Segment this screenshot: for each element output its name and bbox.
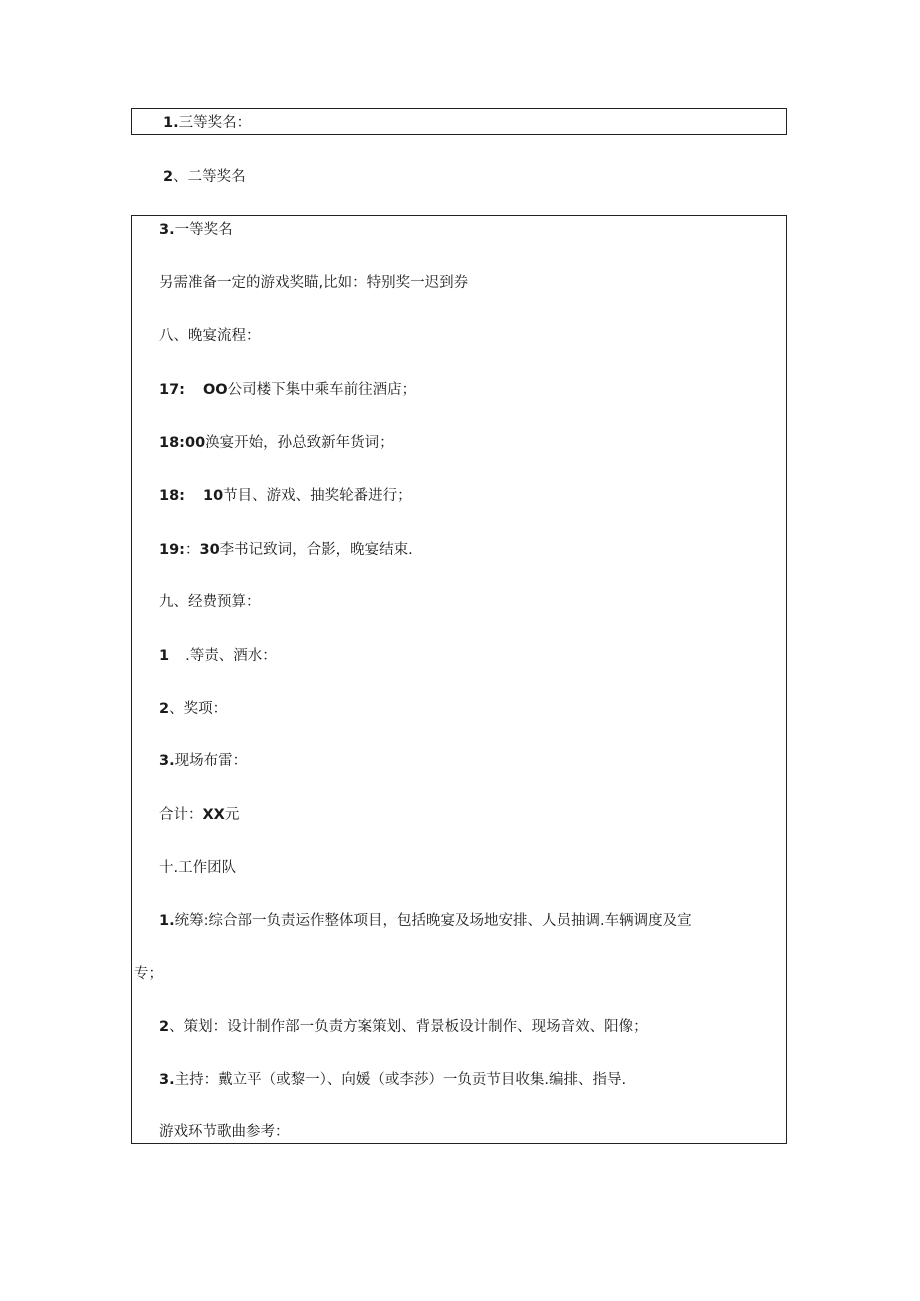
team-1-text: 统筹:综合部一负责运作整体项目，包括晚宴及场地安排、人员抽调.车辆调度及宣 <box>174 913 692 929</box>
budget-total <box>159 805 239 825</box>
total-label: 合计： <box>159 807 203 823</box>
flow-3-text: 节目、游戏、抽奖轮番进行； <box>223 488 412 504</box>
section-8-title: 八、晚宴流程： <box>159 328 261 344</box>
flow-item-3 <box>159 486 412 506</box>
section-10-heading <box>159 858 236 878</box>
section-9-heading <box>159 592 261 612</box>
team-3-text: 主持：戴立平（或黎一）、向媛（或李莎）一负贡节目收集.编排、指导. <box>174 1072 627 1088</box>
song-reference-line <box>159 1122 290 1142</box>
budget-item-2 <box>159 699 227 719</box>
second-prize-line <box>163 167 246 187</box>
team-1-continuation-text: 专； <box>134 966 163 982</box>
budget-2-text: 、奖项： <box>169 701 228 717</box>
total-value: XX <box>202 807 225 823</box>
team-item-1-continuation <box>134 964 163 984</box>
section-8-heading <box>159 326 261 346</box>
flow-item-2 <box>159 433 394 453</box>
flow-item-1 <box>159 380 416 400</box>
flow-1-text: 公司楼下集中乘车前往酒店； <box>227 382 417 398</box>
budget-3-number: 3. <box>159 753 175 769</box>
section-10-title: 十.工作团队 <box>159 860 237 876</box>
team-item-2 <box>159 1017 648 1037</box>
budget-3-text: 现场布雷： <box>174 753 248 769</box>
flow-item-4 <box>159 540 413 560</box>
budget-1-number: 1 <box>159 648 170 664</box>
team-item-3 <box>159 1070 626 1090</box>
flow-4-colon: ： <box>184 542 200 558</box>
game-prize-note <box>159 273 468 293</box>
second-prize-label: 、二等奖名 <box>173 169 246 185</box>
team-2-number: 2 <box>159 1019 170 1035</box>
flow-1-number: OO <box>202 382 228 398</box>
flow-3-time: 18: <box>159 488 185 504</box>
budget-item-3 <box>159 751 247 771</box>
flow-4-number: 30 <box>199 542 220 558</box>
third-prize-label: 三等奖名： <box>178 115 252 131</box>
second-prize-number: 2 <box>163 169 174 185</box>
flow-4-text: 李书记致词，合影，晚宴结束. <box>219 542 413 558</box>
total-unit: 元 <box>224 807 240 823</box>
budget-1-text: .等责、酒水： <box>185 648 277 664</box>
team-2-text: 、策划：设计制作部一负责方案策划、背景板设计制作、现场音效、阳像； <box>169 1019 648 1035</box>
team-3-number: 3. <box>159 1072 175 1088</box>
budget-item-1 <box>159 646 277 666</box>
flow-3-number: 10 <box>202 488 224 504</box>
main-table-cell <box>131 215 787 1144</box>
flow-4-time: 19: <box>159 542 185 558</box>
flow-2-text: 涣宴开始，孙总致新年货词； <box>205 435 394 451</box>
first-prize-label: 一等奖名 <box>174 222 233 238</box>
third-prize-number: 1. <box>163 115 179 131</box>
first-prize-number: 3. <box>159 222 175 238</box>
budget-2-number: 2 <box>159 701 170 717</box>
team-1-number: 1. <box>159 913 175 929</box>
third-prize-line <box>163 113 251 133</box>
game-prize-note-text: 另需准备一定的游戏奖瞄,比如：特别奖一迟到券 <box>159 275 469 291</box>
first-prize-line <box>159 220 233 240</box>
song-reference-text: 游戏环节歌曲参考： <box>159 1124 290 1140</box>
flow-1-time: 17: <box>159 382 185 398</box>
section-9-title: 九、经费预算： <box>159 594 261 610</box>
flow-2-time: 18:00 <box>159 435 206 451</box>
team-item-1 <box>159 911 692 931</box>
